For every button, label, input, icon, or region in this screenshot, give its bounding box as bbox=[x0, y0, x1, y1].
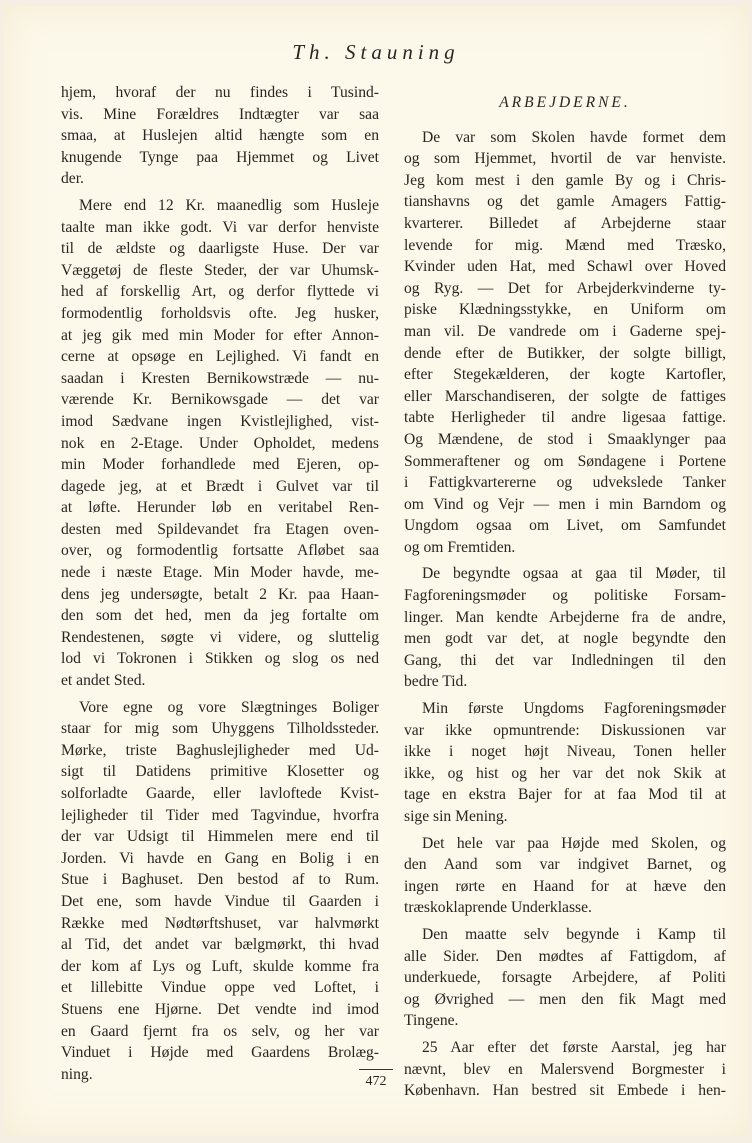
text-line: København. Han bestred sit Embede i hen- bbox=[404, 1082, 726, 1100]
text-line: var ikke opmuntrende: Diskussionen var bbox=[404, 721, 726, 739]
paragraph bbox=[404, 924, 726, 1032]
text-line: Stue i Baghuset. Den bestod af to Rum. bbox=[61, 871, 379, 889]
text-line: De begyndte ogsaa at gaa til Møder, til bbox=[422, 565, 726, 583]
text-line: desten med Spildevandet fra Etagen oven- bbox=[61, 520, 379, 538]
text-line: Den maatte selv begynde i Kamp til bbox=[422, 925, 726, 943]
text-line: efter Stegekælderen, der kogte Kartofler, bbox=[404, 366, 726, 384]
text-line: lejligheder til Tider med Tagvindue, hvorfra bbox=[61, 806, 379, 824]
text-line: alle Sider. Den mødtes af Fattigdom, af bbox=[404, 947, 726, 965]
text-line: Stuens ene Hjørne. Det vendte ind imod bbox=[61, 1000, 379, 1018]
text-line: om Vind og Vejr — men i min Barndom og bbox=[404, 495, 726, 513]
text-line: sigt til Datidens primitive Klosetter og bbox=[61, 763, 379, 781]
text-line: 25 Aar efter det første Aarstal, jeg har bbox=[422, 1038, 726, 1056]
right-column bbox=[404, 82, 726, 1102]
text-line: levende for mig. Mænd med Træsko, bbox=[404, 236, 726, 254]
text-line: Tingene. bbox=[404, 1012, 459, 1030]
text-line: sige sin Mening. bbox=[404, 808, 508, 825]
text-line: bedre Tid. bbox=[404, 673, 468, 691]
text-line: eller Marschandiseren, der solgte de fattiges bbox=[404, 387, 726, 405]
text-line: Vore egne og vore Slægtninges Boliger bbox=[79, 698, 379, 716]
text-line: over, og formodentlig fortsatte Afløbet saa bbox=[61, 542, 379, 560]
text-line: Sommeraftener og om Søndagene i Portene bbox=[404, 452, 726, 470]
text-line: lod vi Tokronen i Stikken og slog os ned bbox=[61, 650, 379, 668]
text-line: dagede jeg, at et Brædt i Gulvet var til bbox=[61, 477, 379, 495]
text-line: hed af forskellig Art, og derfor flyttede vi bbox=[61, 283, 379, 301]
text-line: nok en 2-Etage. Under Opholdet, medens bbox=[61, 434, 379, 452]
text-line: der var Udsigt til Himmelen mere end til bbox=[61, 828, 379, 846]
paragraph bbox=[61, 82, 379, 190]
text-line: linger. Man kendte Arbejderne fra de andre, bbox=[404, 608, 726, 626]
text-line: De var som Skolen havde formet dem bbox=[422, 128, 726, 146]
paragraph bbox=[61, 697, 379, 1086]
text-line: til de ældste og daarligste Huse. Der var bbox=[61, 240, 379, 258]
text-line: smaa, at Huslejen altid hængte som en bbox=[61, 127, 379, 145]
text-line: staar for mig som Uhyggens Tilholdssteder. bbox=[61, 720, 379, 738]
page-number-block bbox=[4, 1069, 748, 1090]
text-line: der kom af Lys og Luft, skulde komme fra bbox=[61, 957, 379, 975]
text-line: Mere end 12 Kr. maanedlig som Husleje bbox=[79, 196, 379, 214]
text-line: Jorden. Vi havde en Gang en Bolig i en bbox=[61, 849, 379, 867]
text-line: nævnt, blev en Malersvend Borgmester i bbox=[404, 1060, 726, 1078]
text-line: dens jeg undersøgte, betalt 2 Kr. paa Haan- bbox=[61, 585, 379, 603]
text-line: værende Kr. Bernikowsgade — det var bbox=[61, 391, 379, 409]
text-line: imod Sædvane ingen Kvistlejlighed, vist- bbox=[61, 412, 379, 430]
book-page bbox=[4, 6, 748, 1136]
paragraph bbox=[61, 195, 379, 692]
text-line: man vil. De vandrede om i Gaderne spej- bbox=[404, 322, 726, 340]
text-line: nede i næste Etage. Min Moder havde, me- bbox=[61, 564, 379, 582]
text-line: kvarterer. Billedet af Arbejderne staar bbox=[404, 214, 726, 232]
section-heading: ARBEJDERNE. bbox=[499, 94, 631, 111]
text-line: solforladte Gaarde, eller lavloftede Kvist- bbox=[61, 785, 379, 802]
text-line: Jeg kom mest i den gamle By og i Chris- bbox=[404, 171, 726, 189]
text-line: knugende Tynge paa Hjemmet og Livet bbox=[61, 148, 379, 166]
text-line: formodentlig forholdsvis ofte. Jeg husker, bbox=[61, 304, 379, 322]
text-line: Det hele var paa Højde med Skolen, og bbox=[422, 834, 726, 852]
text-line: Rendestenen, søgte vi videre, og sluttelig bbox=[61, 628, 379, 646]
text-line: ikke i noget højt Niveau, Tonen heller bbox=[404, 743, 726, 761]
text-line: Række med Nødtørftshuset, var halvmørkt bbox=[61, 914, 379, 932]
text-line: og Ryg. — Det for Arbejderkvinderne ty- bbox=[404, 279, 726, 297]
text-line: taalte man ikke godt. Vi var derfor henviste bbox=[61, 218, 379, 236]
text-line: ning. bbox=[61, 1065, 93, 1083]
paragraph bbox=[404, 127, 726, 559]
text-line: den Aand som var indgivet Barnet, og bbox=[404, 856, 726, 874]
text-line: og om Fremtiden. bbox=[404, 538, 516, 556]
text-line: men godt var det, at nogle begyndte den bbox=[404, 630, 726, 648]
text-line: dende efter de Butikker, der solgte billigt, bbox=[404, 344, 726, 362]
text-line: vis. Mine Forældres Indtægter var saa bbox=[61, 105, 379, 123]
text-line: tianshavns og det gamle Amagers Fattig- bbox=[404, 193, 726, 211]
text-line: Væggetøj de fleste Steder, der var Uhumsk- bbox=[61, 261, 379, 279]
text-line: der. bbox=[61, 170, 84, 188]
paragraph bbox=[404, 698, 726, 828]
paragraph bbox=[404, 833, 726, 919]
text-line: en Gaard fjernt fra os selv, og her var bbox=[61, 1022, 379, 1040]
text-line: et lillebitte Vindue oppe ved Loftet, i bbox=[61, 979, 379, 997]
text-line: al Tid, det andet var bælgmørkt, thi hvad bbox=[61, 936, 379, 954]
text-line: Ungdom ogsaa om Livet, om Samfundet bbox=[404, 517, 726, 535]
text-line: Fagforeningsmøder og politiske Forsam- bbox=[404, 587, 726, 605]
text-line: saadan i Kresten Bernikowstræde — nu- bbox=[61, 369, 379, 387]
text-line: underkuede, forsagte Arbejdere, af Politi bbox=[404, 969, 726, 987]
paragraph bbox=[404, 563, 726, 693]
text-line: i Fattigkvartererne og udvekslede Tanker bbox=[404, 474, 726, 492]
text-line: den som det hed, men da jeg fortalte om bbox=[61, 607, 379, 625]
text-line: Gang, thi det var Indledningen til den bbox=[404, 651, 726, 669]
text-line: Min første Ungdoms Fagforeningsmøder bbox=[422, 700, 726, 718]
text-line: Mørke, triste Baghuslejligheder med Ud- bbox=[61, 741, 379, 759]
text-line: min Moder forhandlede med Ejeren, op- bbox=[61, 456, 379, 474]
text-line: et andet Sted. bbox=[61, 672, 146, 690]
text-line: piske Klædningsstykke, en Uniform om bbox=[404, 301, 726, 319]
text-line: Vinduet i Højde med Gaardens Brolæg- bbox=[61, 1044, 379, 1062]
text-line: at løfte. Herunder løb en veritabel Ren- bbox=[61, 499, 379, 517]
text-line: cerne at opsøge en Lejlighed. Vi fandt en bbox=[61, 348, 379, 366]
text-line: tage en ekstra Bajer for at faa Mod til at bbox=[404, 786, 726, 804]
text-line: at jeg gik med min Moder for efter Annon- bbox=[61, 326, 379, 344]
text-line: og som Hjemmet, hvortil de var henviste. bbox=[404, 150, 726, 168]
text-line: Kvinder uden Hat, med Schawl over Hoved bbox=[404, 258, 726, 276]
text-line: ikke, og hist og her var det nok Skik at bbox=[404, 764, 726, 782]
page-number: 472 bbox=[365, 1074, 387, 1089]
left-column bbox=[61, 82, 379, 1085]
text-line: træskoklaprende Underklasse. bbox=[404, 899, 592, 917]
right-column-body bbox=[404, 127, 726, 1102]
text-line: og Øvrighed — men den fik Magt med bbox=[404, 990, 726, 1008]
folio-rule bbox=[359, 1069, 393, 1070]
running-head: Th. Stauning bbox=[292, 40, 460, 64]
text-line: Og Mændene, de stod i Smaaklynger paa bbox=[404, 430, 726, 448]
text-line: hjem, hvoraf der nu findes i Tusind- bbox=[61, 84, 379, 101]
text-line: ingen rørte en Haand for at hæve den bbox=[404, 877, 726, 895]
text-line: tabte Herligheder til andre ligesaa fattige. bbox=[404, 409, 726, 427]
text-line: Det ene, som havde Vindue til Gaarden i bbox=[61, 892, 379, 910]
